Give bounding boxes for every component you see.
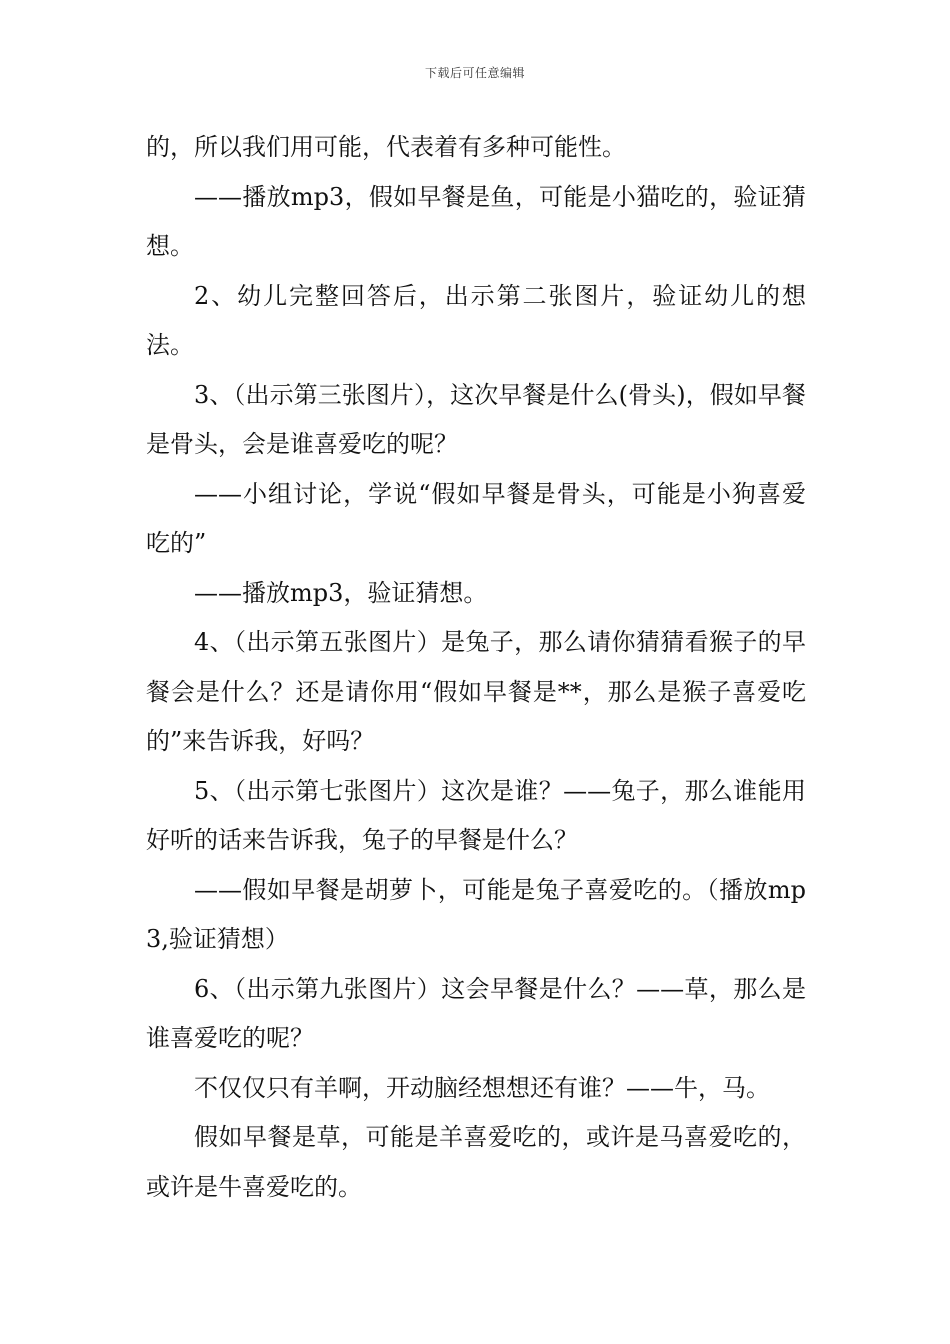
paragraph-10: 6、（出示第九张图片）这会早餐是什么？——草，那么是谁喜爱吃的呢？ <box>146 974 806 1052</box>
paragraph-11: 不仅仅只有羊啊，开动脑经想想还有谁？——牛，马。 <box>194 1073 770 1102</box>
paragraph-7: 4、（出示第五张图片）是兔子，那么请你猜猜看猴子的早餐会是什么？还是请你用“假如早餐是**，那么是猴子喜爱吃的”来告诉我，好吗？ <box>146 628 806 755</box>
paragraph-2: ——播放mp3，假如早餐是鱼，可能是小猫吃的，验证猜想。 <box>146 182 806 260</box>
paragraph-9: ——假如早餐是胡萝卜，可能是兔子喜爱吃的。（播放mp3,验证猜想） <box>146 875 806 953</box>
header-note: 下载后可任意编辑 <box>424 66 525 80</box>
paragraph-5: ——小组讨论，学说“假如早餐是骨头，可能是小狗喜爱吃的” <box>146 479 806 557</box>
paragraph-6: ——播放mp3，验证猜想。 <box>194 578 488 607</box>
paragraph-3: 2、幼儿完整回答后，出示第二张图片，验证幼儿的想法。 <box>146 281 806 359</box>
paragraph-8: 5、（出示第七张图片）这次是谁？——兔子，那么谁能用好听的话来告诉我，兔子的早餐是什么？ <box>146 776 806 854</box>
paragraph-1: 的，所以我们用可能，代表着有多种可能性。 <box>146 133 626 161</box>
paragraph-12: 假如早餐是草，可能是羊喜爱吃的，或许是马喜爱吃的，或许是牛喜爱吃的。 <box>146 1123 806 1201</box>
document-body <box>146 123 806 1212</box>
paragraph-4: 3、（出示第三张图片），这次早餐是什么(骨头)，假如早餐是骨头，会是谁喜爱吃的呢？ <box>146 380 806 458</box>
